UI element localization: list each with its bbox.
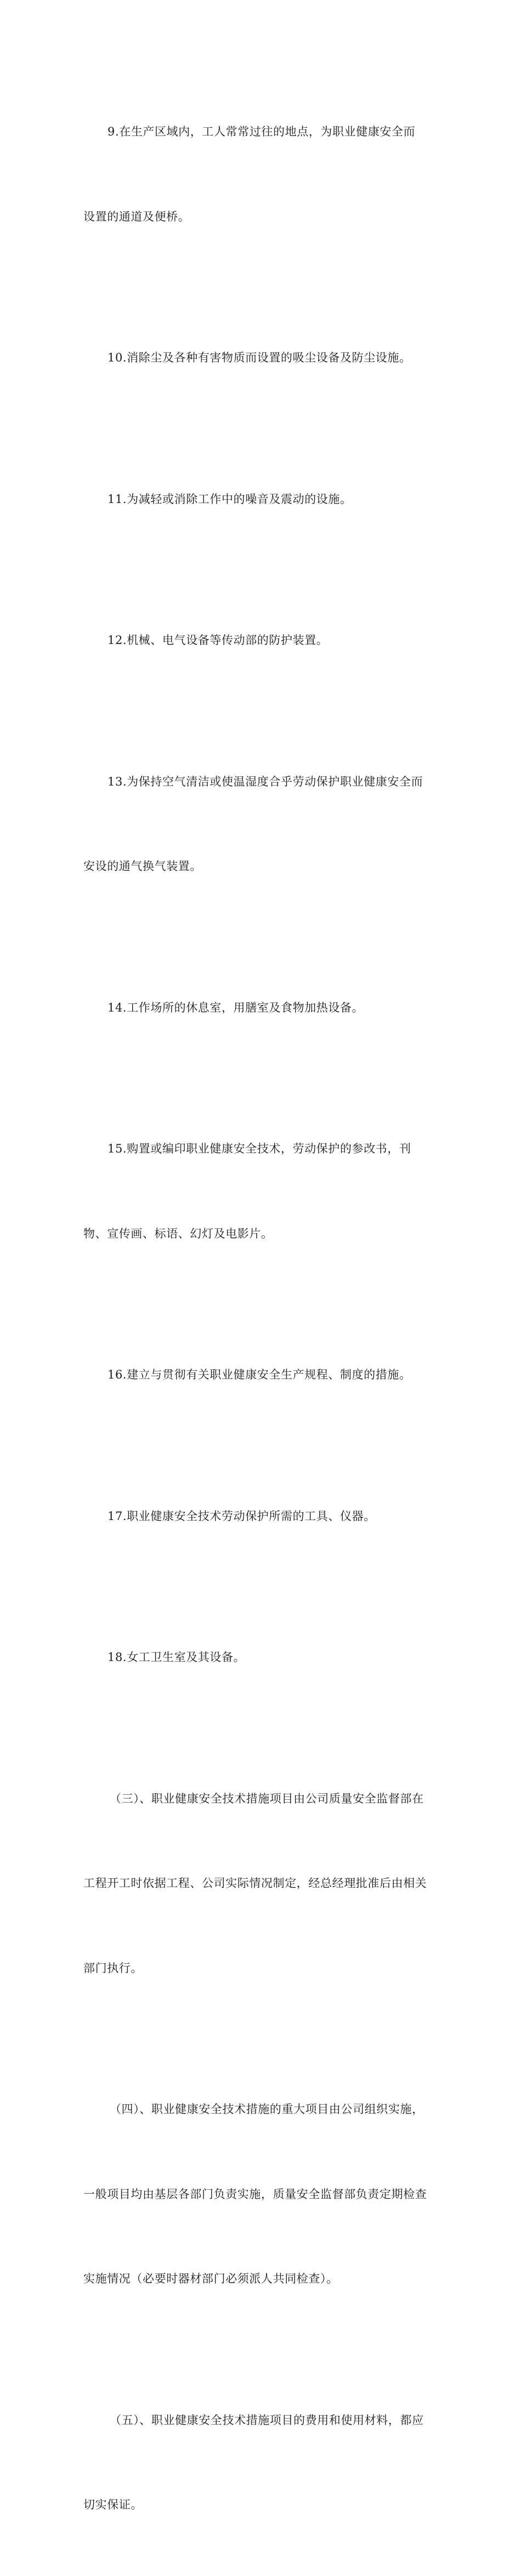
paragraph-line: 安设的通气换气装置。 [83, 860, 202, 873]
paragraph-line: 16.建立与贯彻有关职业健康安全生产规程、制度的措施。 [107, 1368, 411, 1381]
paragraph-item-12 [83, 570, 439, 711]
paragraph-item-13 [83, 711, 439, 937]
paragraph-item-9 [83, 61, 439, 287]
paragraph-line: 设置的通道及便桥。 [83, 210, 190, 223]
paragraph-line: 11.为减轻或消除工作中的噪音及震动的设施。 [107, 492, 352, 506]
paragraph-line: （四）、职业健康安全技术措施的重大项目由公司组织实施， [110, 2103, 424, 2116]
paragraph-line: （三）、职业健康安全技术措施项目由公司质量安全监督部在 [110, 1792, 424, 1805]
paragraph-line: 实施情况（必要时器材部门必须派人共同检查）。 [83, 2272, 338, 2285]
paragraph-section-5 [83, 2350, 439, 2576]
paragraph-line: 9.在生产区域内，工人常常过往的地点，为职业健康安全而 [107, 125, 416, 138]
paragraph-line: 13.为保持空气清洁或使温湿度合乎劳动保护职业健康安全而 [107, 775, 423, 788]
paragraph-line: 12.机械、电气设备等传动部的防护装置。 [107, 634, 329, 647]
paragraph-item-11 [83, 429, 439, 570]
paragraph-line: 15.购置或编印职业健康安全技术，劳动保护的参改书，刊 [107, 1142, 411, 1155]
paragraph-item-14 [83, 937, 439, 1079]
paragraph-item-18 [83, 1587, 439, 1728]
paragraph-line: 10.消除尘及各种有害物质而设置的吸尘设备及防尘设施。 [107, 351, 411, 364]
paragraph-line: 17.职业健康安全技术劳动保护所需的工具、仪器。 [107, 1509, 376, 1523]
paragraph-item-10 [83, 287, 439, 429]
paragraph-section-4 [83, 2039, 439, 2350]
document-body [83, 61, 439, 2576]
paragraph-item-17 [83, 1446, 439, 1588]
paragraph-line: （五）、职业健康安全技术措施项目的费用和使用材料，都应 [110, 2413, 424, 2427]
paragraph-line: 18.女工卫生室及其设备。 [107, 1651, 246, 1664]
paragraph-line: 一般项目均由基层各部门负责实施，质量安全监督部负责定期检查 [83, 2187, 427, 2201]
paragraph-item-16 [83, 1304, 439, 1446]
paragraph-section-3 [83, 1728, 439, 2040]
paragraph-line: 物、宣传画、标语、幻灯及电影片。 [83, 1227, 273, 1240]
paragraph-line: 切实保证。 [83, 2498, 143, 2511]
paragraph-item-15 [83, 1078, 439, 1304]
paragraph-line: 工程开工时依据工程、公司实际情况制定，经总经理批准后由相关 [83, 1877, 427, 1890]
paragraph-line: 部门执行。 [83, 1961, 143, 1975]
paragraph-line: 14.工作场所的休息室，用膳室及食物加热设备。 [107, 1001, 364, 1014]
